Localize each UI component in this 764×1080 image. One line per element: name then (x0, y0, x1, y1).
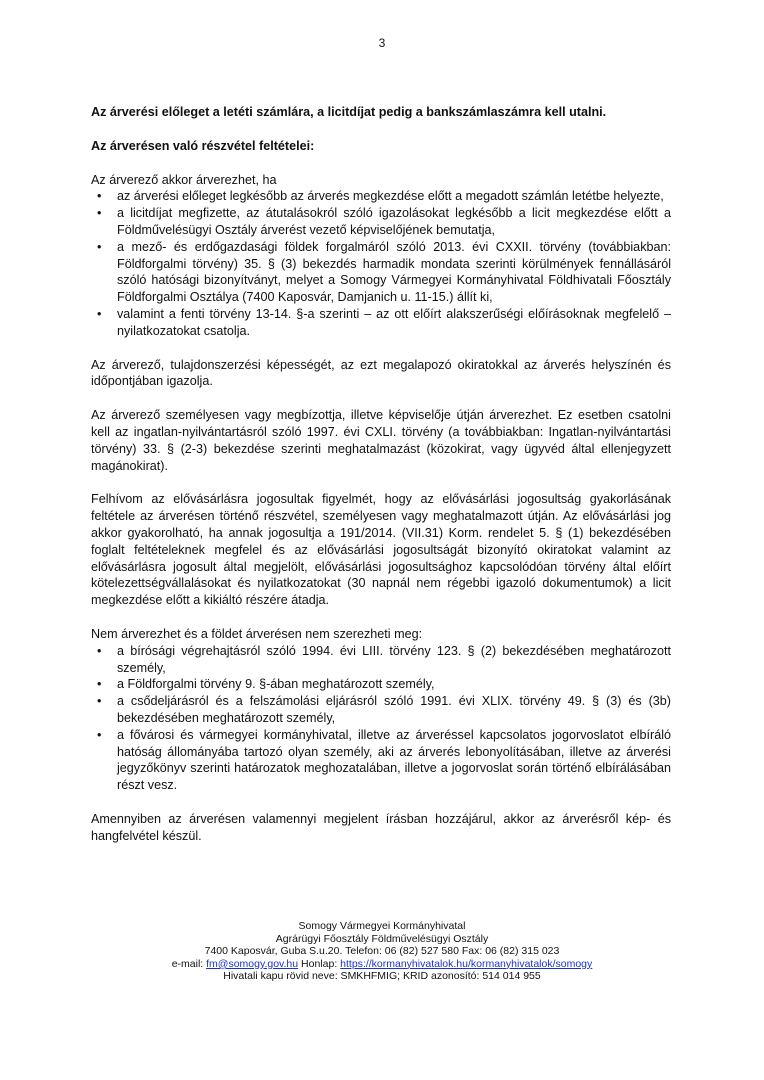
preemption-paragraph: Felhívom az elővásárlásra jogosultak figyelmét, hogy az elővásárlási jogosultság gyakorlásának feltétele az árverésen történő részvétel, személyesen vagy meghatalmazott útján. Az elővásárlási jog akkor gyakorolható, ha annak jogosultja a 191/2014. (VII.31) Korm. rendelet 5. § (1) bekezdésében foglalt feltételeknek megfelel és az elővásárlási jogosultságát bizonyító okiratokat valamint az elővásárlásra jogosult által megjelölt, elővásárlási jogosultsághoz kapcsolódóan törvény által előírt kötelezettségvállalásokat és nyilatkozatokat (30 napnál nem régebbi igazoló dokumentumok) a licit megkezdése előtt a kikiáltó részére átadja. (91, 492, 671, 608)
conditions-heading: Az árverésen való részvétel feltételei: (91, 138, 315, 153)
web-label: Honlap: (298, 957, 341, 970)
conditions-intro: Az árverező akkor árverezhet, ha (91, 172, 277, 187)
footer-contact (0, 958, 764, 971)
website-link[interactable]: https://kormanyhivatalok.hu/kormanyhivatalok/somogy (340, 957, 593, 970)
list-item: • a bírósági végrehajtásról szóló 1994. évi LIII. törvény 123. § (2) bekezdésében meghatározott személy, (97, 643, 671, 675)
letterhead-footer (0, 920, 764, 983)
page-number: 3 (378, 36, 386, 50)
conditions-list (91, 188, 671, 339)
bullet-icon: • (97, 206, 102, 221)
ownership-paragraph: Az árverező, tulajdonszerzési képességét, az ezt megalapozó okiratokkal az árverés helyszínén és időpontjában igazolja. (91, 357, 671, 389)
bullet-icon: • (97, 189, 102, 204)
list-item: • az árverési előleget legkésőbb az árverés megkezdése előtt a megadott számlán letétbe helyezte, (97, 189, 664, 204)
footer-gateway: Hivatali kapu rövid neve: SMKHFMIG; KRID azonosító: 514 014 955 (223, 970, 541, 983)
document-body (91, 104, 671, 844)
bullet-icon: • (97, 694, 102, 709)
bullet-icon: • (97, 643, 102, 658)
recording-paragraph: Amennyiben az árverésen valamennyi megjelent írásban hozzájárul, akkor az árverésről kép- és hangfelvétel készül. (91, 811, 671, 843)
list-item: • a mező- és erdőgazdasági földek forgalmáról szóló 2013. évi CXXII. törvény (továbbiakban: Földforgalmi törvény) 35. § (3) bekezdés harmadik mondata szerinti körülmények fennállásáról szóló hatósági bizonyítványt, melyet a Somogy Vármegyei Kormányhivatal Földhivatali Főosztály Földforgalmi Osztálya (7400 Kaposvár, Damjanich u. 11-15.) állít ki, (97, 239, 671, 305)
list-item: • a licitdíjat megfizette, az átutalásokról szóló igazolásokat legkésőbb a licit megkezdése előtt a Földművelésügyi Osztály árverést vezető képviselőjének bemutatja, (97, 206, 671, 237)
email-link[interactable]: fm@somogy.gov.hu (206, 957, 299, 970)
transfer-heading: Az árverési előleget a letéti számlára, a licitdíjat pedig a bankszámlaszámra kell utalni. (91, 105, 607, 119)
footer-address: 7400 Kaposvár, Guba S.u.20. Telefon: 06 (82) 527 580 Fax: 06 (82) 315 023 (204, 945, 560, 958)
bullet-icon: • (97, 677, 102, 692)
bullet-icon: • (97, 306, 102, 321)
email-label: e-mail: (171, 957, 207, 970)
bullet-icon: • (97, 239, 102, 254)
bullet-icon: • (97, 727, 102, 742)
list-item: • valamint a fenti törvény 13-14. §-a szerinti – az ott előírt alakszerűségi előírásoknak megfelelő – nyilatkozatokat csatolja. (97, 306, 671, 338)
exclusion-list (91, 643, 671, 794)
footer-org: Somogy Vármegyei Kormányhivatal (298, 920, 466, 932)
footer-dept: Agrárügyi Főosztály Földművelésügyi Osztály (275, 932, 489, 945)
list-item: • a fővárosi és vármegyei kormányhivatal, illetve az árveréssel kapcsolatos jogorvoslatot elbíráló hatóság állományába tartozó olyan személy, aki az árverés lebonyolításában, illetve az árverési jegyzőkönyv szerinti határozatok meghozatalában, illetve a jogorvoslat során történő elbírálásában részt vesz. (97, 727, 671, 793)
representation-paragraph: Az árverező személyesen vagy megbízottja, illetve képviselője útján árverezhet. Ez esetben csatolni kell az ingatlan-nyilvántartásról szóló 1997. évi CXLI. törvény (a továbbiakban: Ingatlan-nyilvántartási törvény) 33. § (2-3) bekezdése szerinti meghatalmazást (közokirat, vagy ügyvéd által ellenjegyzett magánokirat). (91, 408, 671, 473)
exclusion-intro: Nem árverezhet és a földet árverésen nem szerezheti meg: (91, 626, 423, 641)
list-item: • a csődeljárásról és a felszámolási eljárásról szóló 1991. évi XLIX. törvény 49. § (3) és (3b) bekezdésében meghatározott személy, (97, 694, 671, 725)
list-item: • a Földforgalmi törvény 9. §-ában meghatározott személy, (97, 677, 435, 692)
